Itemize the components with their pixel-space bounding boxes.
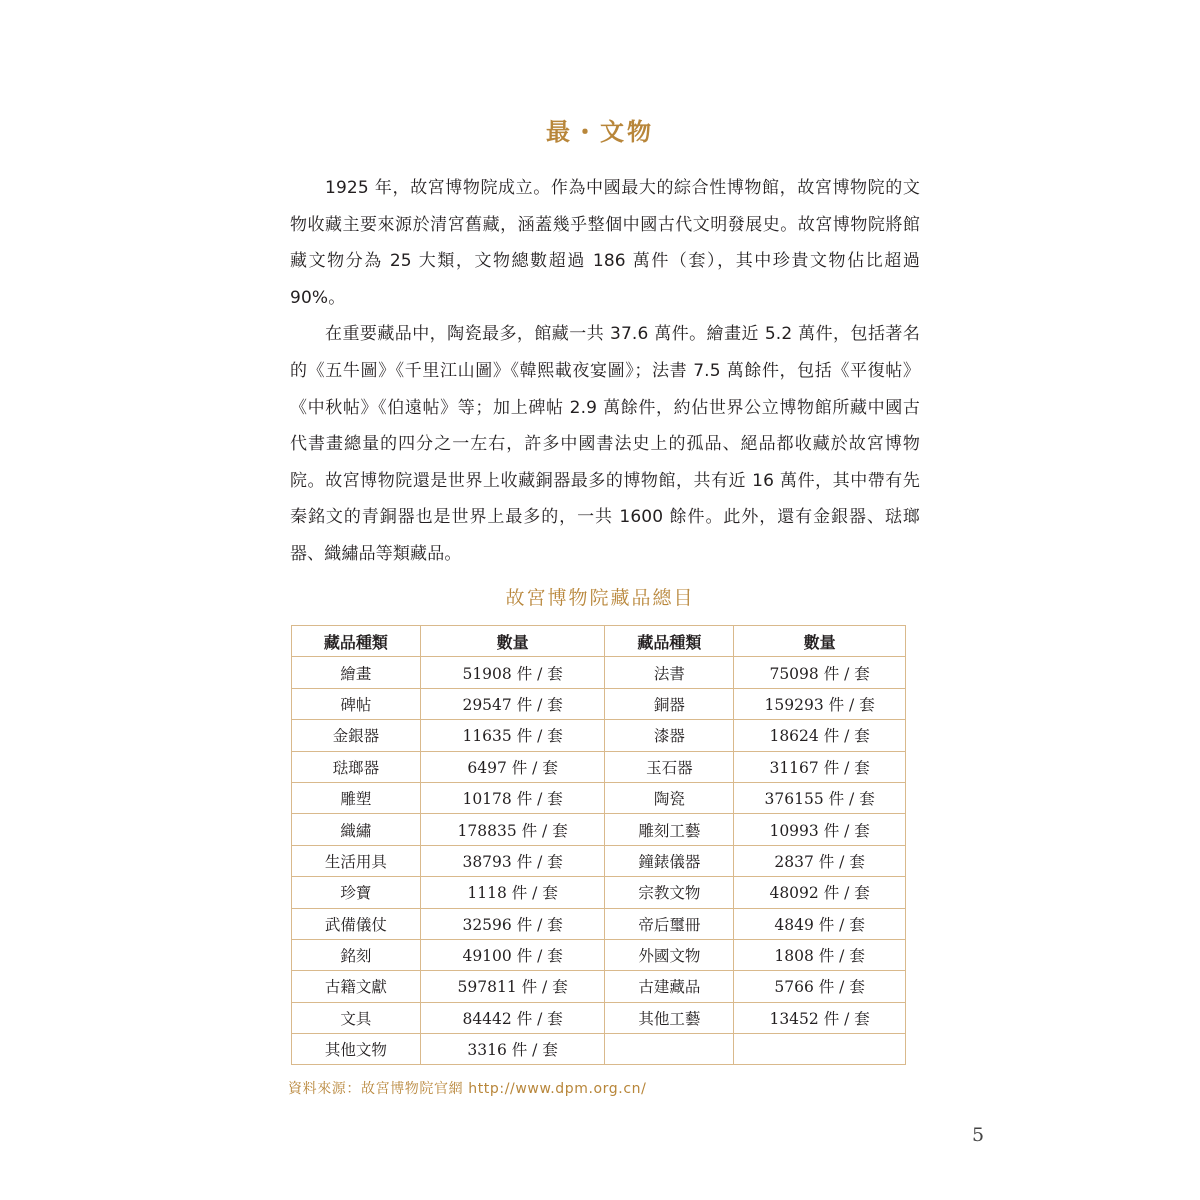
cell-category: 繪畫: [292, 657, 421, 688]
cell-quantity: 2837 件 / 套: [734, 845, 906, 876]
cell-quantity: 3316 件 / 套: [420, 1034, 605, 1065]
table-row: [292, 877, 906, 908]
cell-quantity: 6497 件 / 套: [420, 751, 605, 782]
cell-quantity: [734, 1034, 906, 1065]
cell-quantity: 11635 件 / 套: [420, 720, 605, 751]
table-row: [292, 971, 906, 1002]
cell-quantity: 31167 件 / 套: [734, 751, 906, 782]
cell-quantity: 376155 件 / 套: [734, 782, 906, 813]
cell-category: 銘刻: [292, 939, 421, 970]
table-row: [292, 688, 906, 719]
cell-quantity: 18624 件 / 套: [734, 720, 906, 751]
cell-category: 織繡: [292, 814, 421, 845]
cell-quantity: 10993 件 / 套: [734, 814, 906, 845]
cell-quantity: 51908 件 / 套: [420, 657, 605, 688]
table-body: [292, 657, 906, 1065]
cell-category: 雕塑: [292, 782, 421, 813]
paragraph: 在重要藏品中，陶瓷最多，館藏一共 37.6 萬件。繪畫近 5.2 萬件，包括著名的《五牛圖》《千里江山圖》《韓熙載夜宴圖》；法書 7.5 萬餘件，包括《平復帖》《中秋帖》《伯遠帖》等；加上碑帖 2.9 萬餘件，約佔世界公立博物館所藏中國古代書畫總量的四分之一左右，許多中國書法史上的孤品、絕品都收藏於故宮博物院。故宮博物院還是世界上收藏銅器最多的博物館，共有近 16 萬件，其中帶有先秦銘文的青銅器也是世界上最多的，一共 1600 餘件。此外，還有金銀器、琺瑯器、織繡品等類藏品。: [290, 324, 920, 564]
cell-category: [605, 1034, 734, 1065]
cell-category: 陶瓷: [605, 782, 734, 813]
cell-quantity: 597811 件 / 套: [420, 971, 605, 1002]
cell-category: 其他工藝: [605, 1002, 734, 1033]
cell-category: 漆器: [605, 720, 734, 751]
cell-category: 碑帖: [292, 688, 421, 719]
table-row: [292, 908, 906, 939]
cell-category: 琺瑯器: [292, 751, 421, 782]
cell-category: 玉石器: [605, 751, 734, 782]
cell-category: 文具: [292, 1002, 421, 1033]
cell-category: 金銀器: [292, 720, 421, 751]
table-row: [292, 939, 906, 970]
cell-category: 珍寶: [292, 877, 421, 908]
cell-category: 宗教文物: [605, 877, 734, 908]
cell-category: 帝后璽冊: [605, 908, 734, 939]
table-row: [292, 657, 906, 688]
collection-table: [291, 625, 906, 1065]
cell-category: 外國文物: [605, 939, 734, 970]
cell-category: 雕刻工藝: [605, 814, 734, 845]
cell-quantity: 48092 件 / 套: [734, 877, 906, 908]
cell-quantity: 13452 件 / 套: [734, 1002, 906, 1033]
header-quantity: 數量: [420, 626, 605, 657]
cell-category: 古建藏品: [605, 971, 734, 1002]
cell-category: 生活用具: [292, 845, 421, 876]
cell-category: 其他文物: [292, 1034, 421, 1065]
cell-category: 鐘錶儀器: [605, 845, 734, 876]
table-row: [292, 720, 906, 751]
header-category: 藏品種類: [292, 626, 421, 657]
cell-quantity: 1118 件 / 套: [420, 877, 605, 908]
cell-quantity: 10178 件 / 套: [420, 782, 605, 813]
paragraph: 1925 年，故宮博物院成立。作為中國最大的綜合性博物館，故宮博物院的文物收藏主要來源於清宮舊藏，涵蓋幾乎整個中國古代文明發展史。故宮博物院將館藏文物分為 25 大類，文物總數超過 186 萬件（套），其中珍貴文物佔比超過 90%。: [290, 178, 920, 308]
cell-category: 法書: [605, 657, 734, 688]
page-number: 5: [972, 1124, 985, 1146]
table-row: [292, 845, 906, 876]
cell-category: 武備儀仗: [292, 908, 421, 939]
table-row: [292, 782, 906, 813]
cell-quantity: 29547 件 / 套: [420, 688, 605, 719]
header-quantity: 數量: [734, 626, 906, 657]
cell-category: 銅器: [605, 688, 734, 719]
header-category: 藏品種類: [605, 626, 734, 657]
cell-quantity: 38793 件 / 套: [420, 845, 605, 876]
cell-quantity: 159293 件 / 套: [734, 688, 906, 719]
source-note: 資料來源：故宮博物院官網 http://www.dpm.org.cn/: [288, 1081, 647, 1097]
body-text: [290, 170, 920, 573]
table-row: [292, 751, 906, 782]
table-header-row: [292, 626, 906, 657]
table-title: 故宮博物院藏品總目: [505, 587, 695, 609]
cell-quantity: 84442 件 / 套: [420, 1002, 605, 1033]
cell-quantity: 1808 件 / 套: [734, 939, 906, 970]
cell-quantity: 32596 件 / 套: [420, 908, 605, 939]
cell-quantity: 49100 件 / 套: [420, 939, 605, 970]
cell-quantity: 75098 件 / 套: [734, 657, 906, 688]
cell-quantity: 5766 件 / 套: [734, 971, 906, 1002]
table-row: [292, 1002, 906, 1033]
cell-category: 古籍文獻: [292, 971, 421, 1002]
table-row: [292, 1034, 906, 1065]
page-title: 最・文物: [546, 117, 654, 146]
cell-quantity: 178835 件 / 套: [420, 814, 605, 845]
table-row: [292, 814, 906, 845]
cell-quantity: 4849 件 / 套: [734, 908, 906, 939]
